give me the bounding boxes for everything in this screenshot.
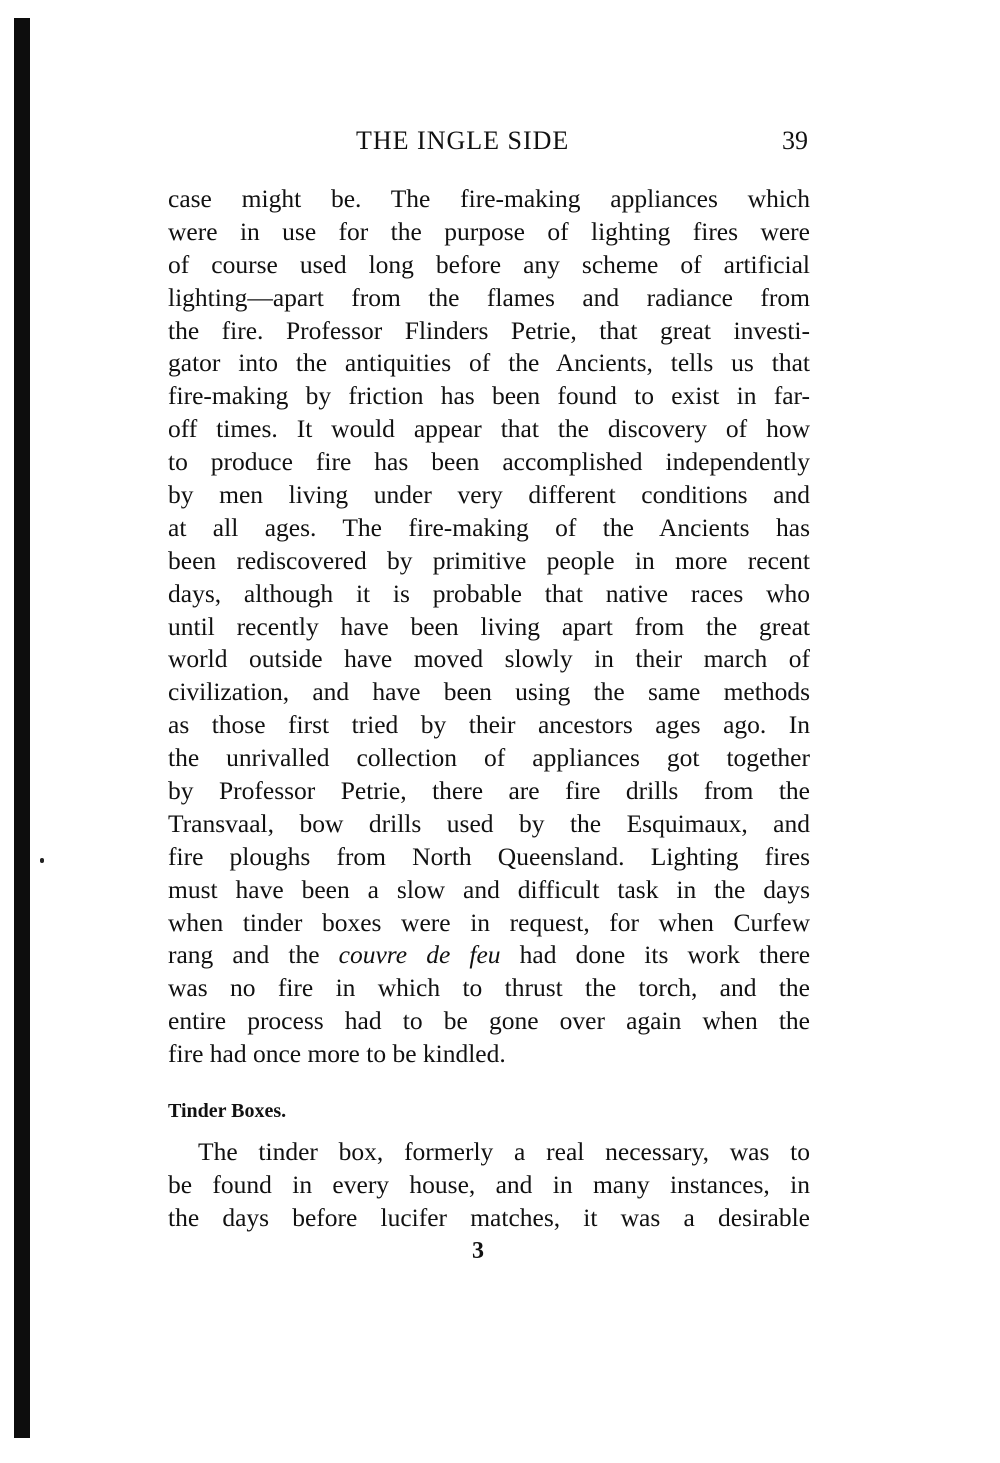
text-line: days, although it is probable that native races who <box>168 578 810 608</box>
text-line: case might be. The fire-making appliances which <box>168 184 810 213</box>
text-line: be found in every house, and in many instances, in <box>168 1169 810 1199</box>
text-line: entire process had to be gone over again when the <box>168 1006 810 1036</box>
text-line: until recently have been living apart from the great <box>168 611 810 641</box>
text-line: by Professor Petrie, there are fire drills from the <box>168 776 810 806</box>
text-line: fire had once more to be kindled. <box>168 1039 506 1069</box>
text-line: been rediscovered by primitive people in more recent <box>168 545 810 575</box>
running-header <box>168 126 808 162</box>
text-fragment: rang and the <box>168 940 339 970</box>
text-line-italic-phrase <box>168 939 810 972</box>
text-line: civilization, and have been using the same methods <box>168 677 810 707</box>
page-number: 39 <box>782 126 808 155</box>
text-line: lighting—apart from the flames and radiance from <box>168 282 810 312</box>
text-line: by men living under very different conditions and <box>168 480 810 510</box>
text-line: gator into the antiquities of the Ancients, tells us that <box>168 348 810 378</box>
text-line: of course used long before any scheme of artificial <box>168 249 810 279</box>
running-title: THE INGLE SIDE <box>356 126 570 155</box>
italic-phrase: couvre de feu <box>338 940 501 970</box>
text-line: Transvaal, bow drills used by the Esquimaux, and <box>168 808 810 838</box>
text-fragment: had done its work there <box>500 940 810 970</box>
text-line: world outside have moved slowly in their march of <box>168 644 810 674</box>
text-line: must have been a slow and difficult task in the days <box>168 874 810 904</box>
text-line: fire-making by friction has been found to exist in far- <box>168 381 810 411</box>
printer-signature-mark: 3 <box>472 1238 484 1264</box>
text-line: to produce fire has been accomplished independently <box>168 447 810 477</box>
page-speck <box>40 858 44 863</box>
paragraph-2 <box>168 1136 810 1235</box>
text-line: was no fire in which to thrust the torch, and the <box>168 973 810 1003</box>
text-line: at all ages. The fire-making of the Ancients has <box>168 512 810 542</box>
section-heading: Tinder Boxes. <box>168 1100 287 1122</box>
text-line: The tinder box, formerly a real necessary, was to <box>198 1137 810 1166</box>
text-line: off times. It would appear that the discovery of how <box>168 414 810 444</box>
text-line: the days before lucifer matches, it was a desirable <box>168 1202 810 1232</box>
page-binding-edge <box>14 18 30 1438</box>
text-line: the fire. Professor Flinders Petrie, that great investi- <box>168 315 810 345</box>
text-line: were in use for the purpose of lighting fires were <box>168 216 810 246</box>
paragraph-1 <box>168 183 810 1071</box>
text-line: as those first tried by their ancestors ages ago. In <box>168 710 810 740</box>
text-line: the unrivalled collection of appliances got together <box>168 743 810 773</box>
text-line: fire ploughs from North Queensland. Lighting fires <box>168 841 810 871</box>
text-line: when tinder boxes were in request, for when Curfew <box>168 907 810 937</box>
